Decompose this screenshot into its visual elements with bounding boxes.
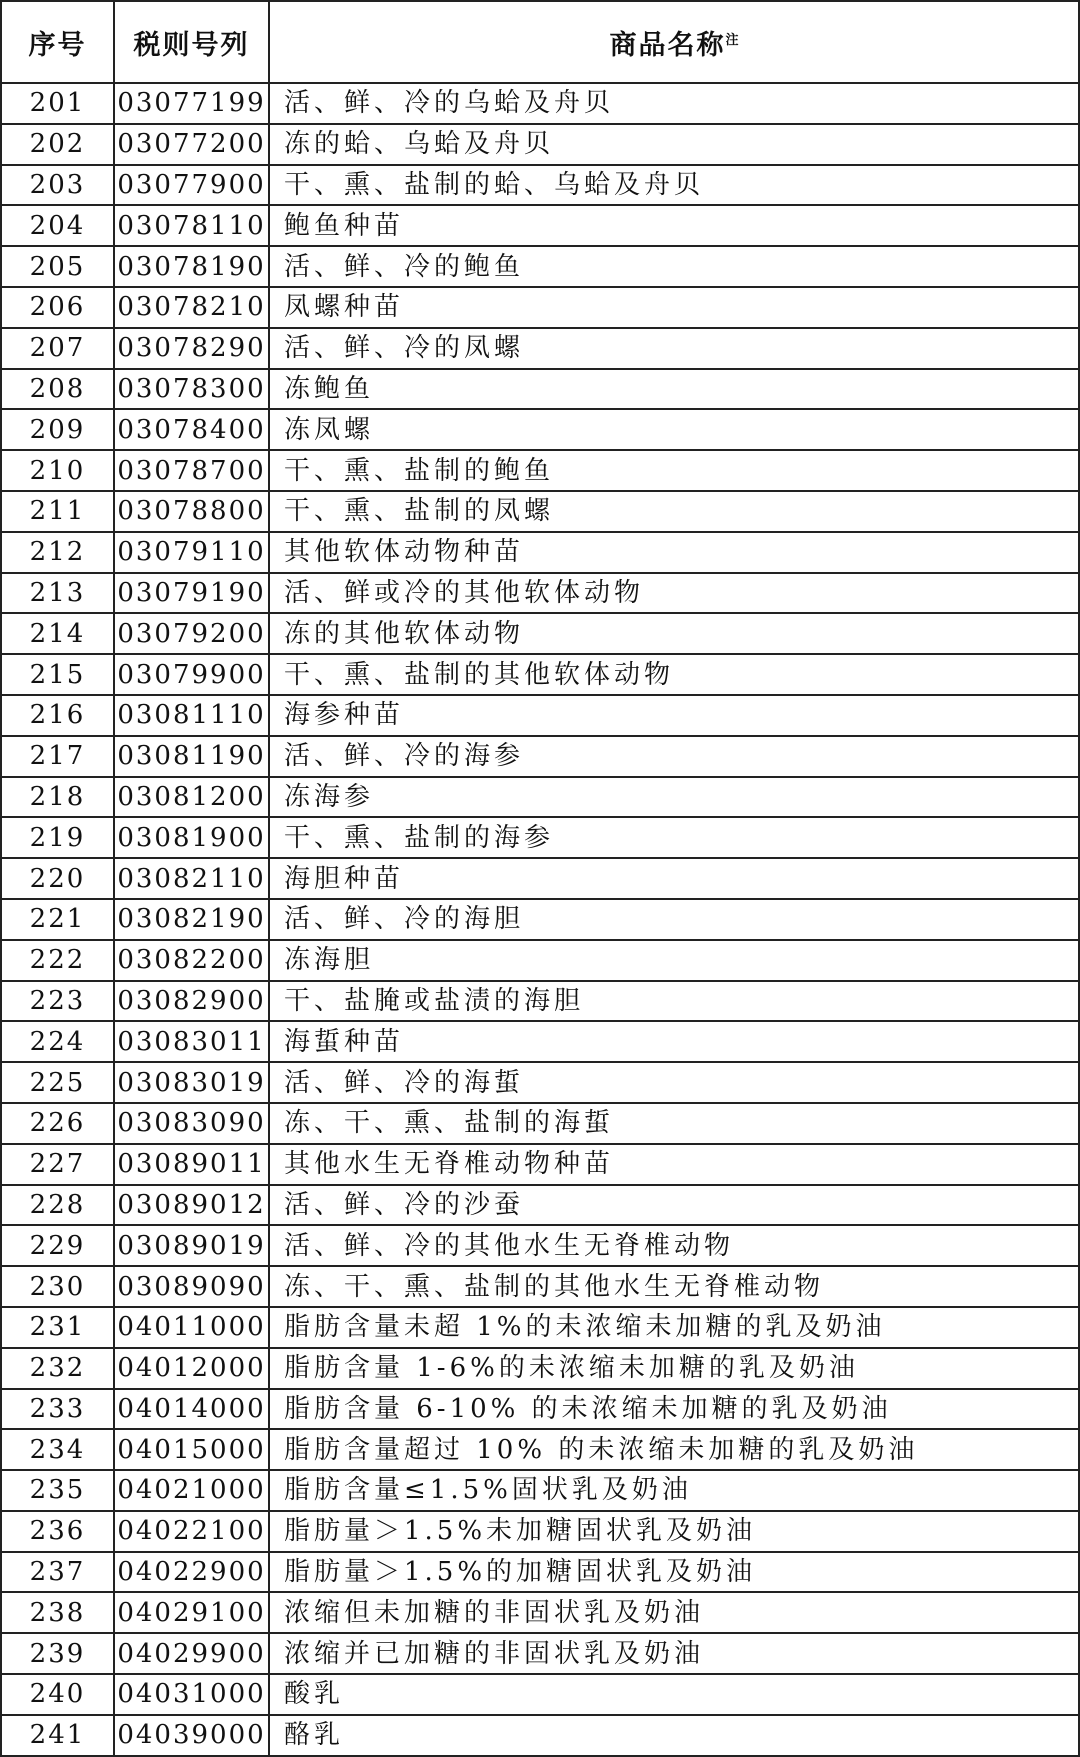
row-code: 03083090 <box>114 1103 269 1144</box>
row-seq: 228 <box>1 1185 114 1226</box>
row-code: 03079200 <box>114 613 269 654</box>
row-code: 03078300 <box>114 369 269 410</box>
row-name: 鲍鱼种苗 <box>269 205 1079 246</box>
row-name: 酸乳 <box>269 1674 1079 1715</box>
table-row <box>1 981 1079 1022</box>
row-code: 03081200 <box>114 777 269 818</box>
row-seq: 238 <box>1 1592 114 1633</box>
table-row <box>1 369 1079 410</box>
table-row <box>1 1592 1079 1633</box>
row-code: 03078210 <box>114 287 269 328</box>
row-code: 03089012 <box>114 1185 269 1226</box>
row-code: 03081110 <box>114 695 269 736</box>
row-code: 03079900 <box>114 654 269 695</box>
table-row <box>1 532 1079 573</box>
row-name: 浓缩但未加糖的非固状乳及奶油 <box>269 1592 1079 1633</box>
row-code: 03082110 <box>114 858 269 899</box>
row-seq: 208 <box>1 369 114 410</box>
row-code: 03077200 <box>114 124 269 165</box>
row-seq: 222 <box>1 940 114 981</box>
table-row <box>1 1674 1079 1715</box>
row-code: 03078400 <box>114 409 269 450</box>
row-code: 04011000 <box>114 1307 269 1348</box>
row-name: 冻海胆 <box>269 940 1079 981</box>
row-name: 冻凤螺 <box>269 409 1079 450</box>
row-seq: 201 <box>1 83 114 124</box>
row-seq: 217 <box>1 736 114 777</box>
table-row <box>1 613 1079 654</box>
row-seq: 231 <box>1 1307 114 1348</box>
table-row <box>1 124 1079 165</box>
table-row <box>1 1348 1079 1389</box>
row-name: 干、熏、盐制的其他软体动物 <box>269 654 1079 695</box>
row-seq: 229 <box>1 1225 114 1266</box>
table-row <box>1 1511 1079 1552</box>
table-row <box>1 1470 1079 1511</box>
row-seq: 233 <box>1 1389 114 1430</box>
row-code: 03077900 <box>114 165 269 206</box>
table-row <box>1 83 1079 124</box>
row-seq: 221 <box>1 899 114 940</box>
table-row <box>1 1266 1079 1307</box>
row-name: 干、熏、盐制的海参 <box>269 817 1079 858</box>
row-seq: 213 <box>1 573 114 614</box>
row-seq: 219 <box>1 817 114 858</box>
row-name: 脂肪含量未超 1%的未浓缩未加糖的乳及奶油 <box>269 1307 1079 1348</box>
row-name: 干、熏、盐制的凤螺 <box>269 491 1079 532</box>
row-seq: 239 <box>1 1633 114 1674</box>
row-seq: 224 <box>1 1021 114 1062</box>
row-name: 活、鲜、冷的海胆 <box>269 899 1079 940</box>
row-seq: 232 <box>1 1348 114 1389</box>
table-row <box>1 1225 1079 1266</box>
row-name: 活、鲜、冷的其他水生无脊椎动物 <box>269 1225 1079 1266</box>
row-seq: 227 <box>1 1144 114 1185</box>
table-row <box>1 409 1079 450</box>
table-row <box>1 654 1079 695</box>
table-row <box>1 246 1079 287</box>
row-code: 03077199 <box>114 83 269 124</box>
row-seq: 240 <box>1 1674 114 1715</box>
row-seq: 234 <box>1 1429 114 1470</box>
row-code: 04039000 <box>114 1715 269 1756</box>
table-row <box>1 1429 1079 1470</box>
row-name: 其他水生无脊椎动物种苗 <box>269 1144 1079 1185</box>
table-row <box>1 899 1079 940</box>
table-row <box>1 205 1079 246</box>
row-code: 03083011 <box>114 1021 269 1062</box>
row-code: 03078700 <box>114 450 269 491</box>
row-seq: 225 <box>1 1062 114 1103</box>
table-row <box>1 858 1079 899</box>
header-seq: 序号 <box>1 1 114 83</box>
row-name: 脂肪量＞1.5%的加糖固状乳及奶油 <box>269 1552 1079 1593</box>
row-seq: 236 <box>1 1511 114 1552</box>
row-name: 脂肪含量 6-10% 的未浓缩未加糖的乳及奶油 <box>269 1389 1079 1430</box>
table-row <box>1 1389 1079 1430</box>
row-seq: 209 <box>1 409 114 450</box>
row-name: 海胆种苗 <box>269 858 1079 899</box>
row-seq: 211 <box>1 491 114 532</box>
row-code: 04029900 <box>114 1633 269 1674</box>
header-name <box>269 1 1079 83</box>
row-seq: 214 <box>1 613 114 654</box>
row-code: 03082900 <box>114 981 269 1022</box>
row-seq: 207 <box>1 328 114 369</box>
row-code: 03089011 <box>114 1144 269 1185</box>
header-name-label: 商品名称 <box>609 29 726 61</box>
row-name: 脂肪含量 1-6%的未浓缩未加糖的乳及奶油 <box>269 1348 1079 1389</box>
table-row <box>1 573 1079 614</box>
table-row <box>1 1552 1079 1593</box>
row-name: 冻的其他软体动物 <box>269 613 1079 654</box>
row-name: 活、鲜、冷的沙蚕 <box>269 1185 1079 1226</box>
table-row <box>1 817 1079 858</box>
table-row <box>1 940 1079 981</box>
row-seq: 218 <box>1 777 114 818</box>
row-code: 04015000 <box>114 1429 269 1470</box>
row-code: 04014000 <box>114 1389 269 1430</box>
row-seq: 220 <box>1 858 114 899</box>
table-row <box>1 1633 1079 1674</box>
row-name: 海参种苗 <box>269 695 1079 736</box>
row-seq: 237 <box>1 1552 114 1593</box>
row-code: 04031000 <box>114 1674 269 1715</box>
table-row <box>1 1185 1079 1226</box>
row-code: 03079190 <box>114 573 269 614</box>
row-name: 活、鲜、冷的海蜇 <box>269 1062 1079 1103</box>
row-name: 冻海参 <box>269 777 1079 818</box>
row-code: 04022900 <box>114 1552 269 1593</box>
row-seq: 216 <box>1 695 114 736</box>
row-code: 03079110 <box>114 532 269 573</box>
row-name: 冻、干、熏、盐制的其他水生无脊椎动物 <box>269 1266 1079 1307</box>
row-code: 03081900 <box>114 817 269 858</box>
table-row <box>1 328 1079 369</box>
row-name: 冻的蛤、乌蛤及舟贝 <box>269 124 1079 165</box>
row-name: 活、鲜、冷的凤螺 <box>269 328 1079 369</box>
row-code: 03082200 <box>114 940 269 981</box>
row-code: 03089019 <box>114 1225 269 1266</box>
row-name: 脂肪含量≤1.5%固状乳及奶油 <box>269 1470 1079 1511</box>
row-seq: 206 <box>1 287 114 328</box>
row-name: 冻、干、熏、盐制的海蜇 <box>269 1103 1079 1144</box>
row-seq: 210 <box>1 450 114 491</box>
row-name: 脂肪量＞1.5%未加糖固状乳及奶油 <box>269 1511 1079 1552</box>
table-header-row <box>1 1 1079 83</box>
row-seq: 235 <box>1 1470 114 1511</box>
row-name: 活、鲜或冷的其他软体动物 <box>269 573 1079 614</box>
row-code: 04029100 <box>114 1592 269 1633</box>
row-seq: 202 <box>1 124 114 165</box>
table-row <box>1 1021 1079 1062</box>
table-row <box>1 1307 1079 1348</box>
row-name: 其他软体动物种苗 <box>269 532 1079 573</box>
row-code: 03078110 <box>114 205 269 246</box>
table-row <box>1 165 1079 206</box>
table-row <box>1 736 1079 777</box>
row-seq: 203 <box>1 165 114 206</box>
table-row <box>1 695 1079 736</box>
header-code: 税则号列 <box>114 1 269 83</box>
row-seq: 212 <box>1 532 114 573</box>
row-code: 03083019 <box>114 1062 269 1103</box>
row-name: 酪乳 <box>269 1715 1079 1756</box>
row-code: 03078800 <box>114 491 269 532</box>
row-seq: 205 <box>1 246 114 287</box>
row-code: 04022100 <box>114 1511 269 1552</box>
row-name: 活、鲜、冷的鲍鱼 <box>269 246 1079 287</box>
row-name: 脂肪含量超过 10% 的未浓缩未加糖的乳及奶油 <box>269 1429 1079 1470</box>
table-row <box>1 287 1079 328</box>
table-row <box>1 491 1079 532</box>
row-name: 干、熏、盐制的鲍鱼 <box>269 450 1079 491</box>
row-name: 活、鲜、冷的海参 <box>269 736 1079 777</box>
row-code: 03078290 <box>114 328 269 369</box>
table-row <box>1 1144 1079 1185</box>
row-seq: 241 <box>1 1715 114 1756</box>
table-row <box>1 1103 1079 1144</box>
row-code: 03089090 <box>114 1266 269 1307</box>
row-seq: 215 <box>1 654 114 695</box>
row-name: 干、盐腌或盐渍的海胆 <box>269 981 1079 1022</box>
row-name: 活、鲜、冷的乌蛤及舟贝 <box>269 83 1079 124</box>
row-code: 04021000 <box>114 1470 269 1511</box>
row-name: 冻鲍鱼 <box>269 369 1079 410</box>
row-seq: 226 <box>1 1103 114 1144</box>
row-name: 凤螺种苗 <box>269 287 1079 328</box>
row-code: 03078190 <box>114 246 269 287</box>
row-seq: 204 <box>1 205 114 246</box>
table-row <box>1 450 1079 491</box>
table-row <box>1 1062 1079 1103</box>
table-body <box>1 83 1079 1756</box>
row-name: 海蜇种苗 <box>269 1021 1079 1062</box>
table-row <box>1 1715 1079 1756</box>
row-seq: 230 <box>1 1266 114 1307</box>
row-name: 干、熏、盐制的蛤、乌蛤及舟贝 <box>269 165 1079 206</box>
header-name-note: 注 <box>725 32 739 48</box>
row-seq: 223 <box>1 981 114 1022</box>
row-name: 浓缩并已加糖的非固状乳及奶油 <box>269 1633 1079 1674</box>
row-code: 03082190 <box>114 899 269 940</box>
table-row <box>1 777 1079 818</box>
row-code: 04012000 <box>114 1348 269 1389</box>
row-code: 03081190 <box>114 736 269 777</box>
